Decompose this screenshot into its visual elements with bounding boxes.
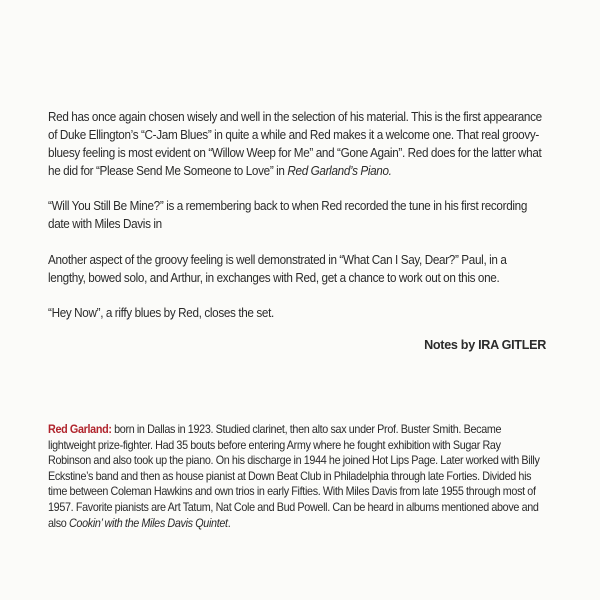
bio-artist-name: Red Garland: [48, 423, 112, 436]
bio-end: . [227, 516, 231, 530]
notes-paragraph-2: “Will You Still Be Mine?” is a remembering back to when Red recorded the tune in his first recording date with Miles Davis in [48, 199, 528, 232]
liner-notes [48, 108, 546, 352]
bio-paragraph [48, 422, 546, 531]
artist-bio [48, 422, 546, 531]
notes-paragraph-4: “Hey Now”, a riffy blues by Red, closes the set. [48, 305, 274, 320]
bio-text: born in Dallas in 1923. Studied clarinet, then alto sax under Prof. Buster Smith. Became lightweight prize-fighter. Had 35 bouts before entering Army where he fought exhibition with Sugar Ray Robinson and also took up the piano. On his discharge in 1944 he joined Hot Lips Page. Later worked with Billy Eckstine’s band and then as house pianist at Down Beat Club in Philadelphia through late Forties. Divided his time between Coleman Hawkins and own trios in early Fifties. With Miles Davis from late 1955 through most of 1957. Favorite pianists are Art Tatum, Nat Cole and Bud Powell. Can be heard in albums mentioned above and also [48, 423, 540, 530]
notes-paragraph-1 [48, 108, 546, 180]
bio-album-title: Cookin’ with the Miles Davis Quintet [68, 516, 228, 530]
notes-credit: Notes by IRA GITLER [424, 337, 546, 352]
notes-paragraph-3: Another aspect of the groovy feeling is well demonstrated in “What Can I Say, Dear?” Paul, in a lengthy, bowed solo, and Arthur, in exchanges with Red, get a chance to work out on this one. [48, 252, 507, 285]
album-title-red-garlands-piano: Red Garland’s Piano. [287, 164, 392, 179]
notes-paragraph-1-text: Red has once again chosen wisely and well in the selection of his material. This is the first appearance of Duke Ellington’s “C-Jam Blues” in quite a while and Red makes it a welcome one. That real groovy-bluesy feeling is most evident on “Willow Weep for Me” and “Gone Again”. Red does for the latter what he did for “Please Send Me Someone to Love” in [48, 110, 542, 179]
